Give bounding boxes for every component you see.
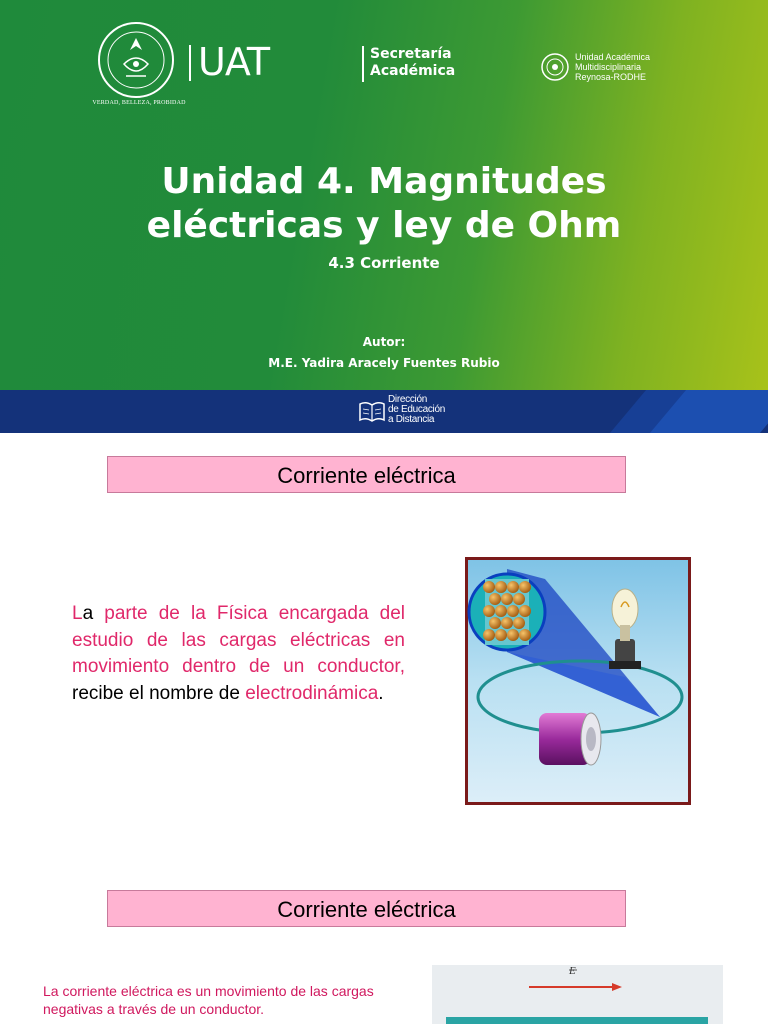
circuit-illustration [465,557,691,805]
autor-name: M.E. Yadira Aracely Fuentes Rubio [268,356,500,370]
university-seal-icon [96,20,176,100]
para-end: . [378,682,384,704]
current-definition: La corriente eléctrica es un movimiento de las cargas negativas a través de un conductor. [43,983,374,1017]
section-heading: Corriente eléctrica [107,890,626,927]
seal-motto: VERDAD, BELLEZA, PROBIDAD [92,100,186,106]
unidad-academica-logo [575,52,650,82]
secretaria-divider [362,46,364,82]
electric-field-diagram [432,965,723,1024]
title-line1: Unidad 4. Magnitudes [161,161,607,202]
field-arrow-icon [432,965,723,1024]
secretaria-line1: Secretaría [370,46,452,62]
slide-subtitle: 4.3 Corriente [328,254,440,272]
direccion-line3: a Distancia [388,414,435,425]
unidad-line2: Multidisciplinaria [575,62,642,72]
para-highlight: parte de la Física encargada del estudio de las cargas eléctricas en movimiento dentro de un conductor, [72,603,405,677]
para-middle: recibe el nombre de [72,682,246,704]
section-heading: Corriente eléctrica [107,456,626,493]
autor-label: Autor: [362,335,406,349]
para-lead-letter: L [72,603,83,624]
direccion-logo [388,395,445,425]
uat-logo: UAT [198,40,270,84]
secretaria-line2: Académica [370,63,456,79]
title-line2: eléctricas y ley de Ohm [146,205,622,246]
direccion-line1: Dirección [388,394,427,405]
unidad-line3: Reynosa-RODHE [575,72,647,82]
direccion-line2: de Educación [388,404,446,415]
unidad-seal-icon [540,52,570,82]
title-slide [0,0,768,390]
conductor-bar [446,1017,708,1024]
slide-title [0,160,768,248]
secretaria-logo [370,46,455,80]
unidad-line1: Unidad Académica [575,52,651,62]
uat-divider [189,45,191,81]
field-label: E [569,965,576,977]
para-lead-rest: a [82,603,94,624]
para-term: electrodinámica [245,682,379,704]
open-book-icon [358,398,386,424]
definition-paragraph [72,601,405,707]
